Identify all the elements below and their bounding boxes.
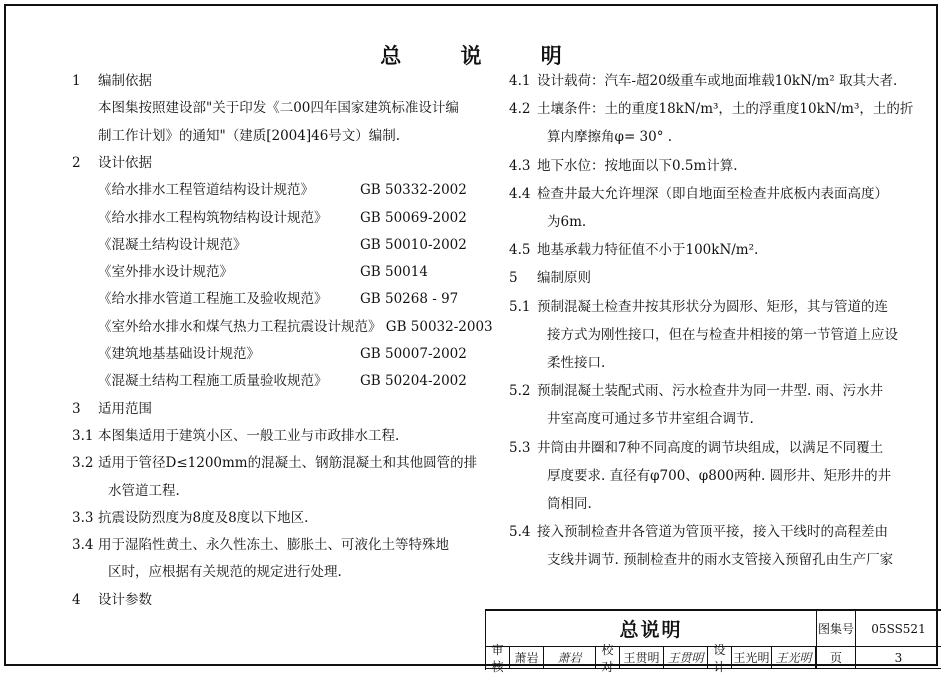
standard-code: GB 50069-2002 (360, 209, 467, 226)
text-line (72, 342, 472, 366)
line-text: 厚度要求. 直径有φ700、φ800两种. 圆形井、矩形井的井 (547, 467, 892, 484)
text-line (509, 238, 934, 262)
text-line (72, 151, 472, 175)
line-text: 《建筑地基基础设计规范》 (98, 346, 260, 362)
section-number: 5.1 (509, 298, 531, 315)
text-line (509, 97, 934, 121)
line-text: 《给水排水工程构筑物结构设计规范》 (98, 209, 328, 226)
line-text: 《室外排水设计规范》 (98, 264, 233, 281)
line-text: 支线井调节. 预制检查井的雨水支管接入预留孔由生产厂家 (547, 552, 894, 569)
text-line (509, 182, 934, 206)
text-line (509, 379, 934, 403)
line-text: 编制原则 (537, 270, 591, 287)
text-line (72, 178, 472, 202)
line-text: 适用范围 (98, 400, 152, 417)
page-number: 3 (856, 647, 941, 669)
text-line (72, 506, 472, 530)
check-label: 校对 (596, 647, 620, 669)
section-number: 3 (72, 400, 81, 417)
text-line (72, 424, 472, 448)
line-text: 《给水排水工程管道结构设计规范》 (98, 182, 314, 199)
line-text: 土壤条件：土的重度18kN/m³，土的浮重度10kN/m³，土的折 (537, 101, 914, 118)
section-number: 1 (72, 73, 81, 89)
section-number: 4 (72, 591, 81, 608)
section-number: 4.2 (509, 101, 531, 118)
section-number: 3.1 (72, 427, 94, 444)
line-text: 接方式为刚性接口，但在与检查井相接的第一节管道上应设 (547, 326, 898, 343)
review-signature: 萧岩 (544, 647, 596, 669)
section-number: 5.4 (509, 524, 531, 541)
page-title: 总 说 明 (380, 43, 588, 68)
section-number: 5.2 (509, 383, 531, 400)
line-text: 算内摩擦角φ= 30° . (547, 129, 673, 146)
line-text: 区时，应根据有关规范的规定进行处理. (108, 564, 342, 581)
line-text: 《混凝土结构工程施工质量验收规范》 (98, 373, 328, 390)
text-line (72, 124, 472, 148)
line-text: 接入预制检查井各管道为管顶平接，接入干线时的高程差由 (537, 524, 888, 541)
line-text: 本图集按照建设部"关于印发《二00四年国家建筑标准设计编 (98, 100, 459, 117)
section-number: 4.3 (509, 157, 531, 174)
line-text: 《混凝土结构设计规范》 (98, 236, 247, 253)
line-text: 柔性接口. (547, 355, 606, 371)
text-line (72, 96, 472, 120)
text-line (72, 533, 472, 557)
right-column (509, 69, 934, 589)
atlas-number-label: 图集号 (816, 611, 856, 647)
design-label: 设计 (708, 647, 732, 669)
text-line (509, 351, 934, 375)
line-text: 制工作计划》的通知"（建质[2004]46号文）编制. (98, 127, 401, 144)
text-line (509, 436, 934, 460)
standard-code: GB 50268 - 97 (360, 291, 459, 308)
text-line (72, 397, 472, 421)
line-text: 本图集适用于建筑小区、一般工业与市政排水工程. (98, 427, 400, 444)
text-line (509, 323, 934, 347)
left-column (72, 69, 493, 609)
line-text: 井室高度可通过多节井室组合调节. (547, 411, 754, 428)
line-text: 井筒由井圈和7种不同高度的调节块组成，以满足不同覆土 (537, 439, 884, 456)
text-line (72, 69, 472, 93)
title-block-name: 总说明 (486, 611, 816, 647)
text-line (72, 315, 493, 339)
section-number: 3.4 (72, 537, 94, 554)
text-line (509, 492, 934, 516)
line-text: 预制混凝土检查井按其形状分为圆形、矩形，其与管道的连 (537, 298, 888, 315)
title-block (485, 609, 941, 674)
text-line (72, 260, 472, 284)
section-number: 3.2 (72, 455, 94, 472)
section-number: 4.5 (509, 242, 531, 259)
text-line (72, 206, 472, 230)
line-text: 设计载荷：汽车-超20级重车或地面堆载10kN/m² 取其大者. (537, 73, 898, 89)
line-text: 《给水排水管道工程施工及验收规范》 (98, 291, 328, 308)
text-line (72, 588, 472, 612)
text-line (509, 154, 934, 178)
section-number: 4.1 (509, 73, 531, 89)
section-number: 3.3 (72, 509, 94, 526)
line-text: 用于湿陷性黄土、永久性冻土、膨胀土、可液化土等特殊地 (98, 537, 449, 554)
standard-code: GB 50332-2002 (360, 182, 467, 199)
review-name: 萧岩 (510, 647, 544, 669)
line-text: 筒相同. (547, 496, 592, 512)
standard-code: GB 50007-2002 (360, 346, 467, 362)
design-name: 王光明 (732, 647, 772, 669)
page-label: 页 (816, 647, 856, 669)
line-text: 抗震设防烈度为8度及8度以下地区. (98, 509, 309, 526)
text-line (72, 369, 472, 393)
text-line (509, 295, 934, 319)
drawing-sheet (4, 4, 938, 674)
line-text: 设计参数 (98, 591, 152, 608)
line-text: 适用于管径D≤1200mm的混凝土、钢筋混凝土和其他圆管的排 (98, 455, 478, 472)
line-text: 编制依据 (98, 73, 152, 89)
design-signature: 王光明 (772, 647, 816, 669)
text-line (72, 479, 472, 503)
line-text: 水管道工程. (108, 482, 180, 499)
line-text: 检查井最大允许埋深（即自地面至检查井底板内表面高度） (537, 185, 888, 202)
text-line (509, 266, 934, 290)
line-text: 地基承载力特征值不小于100kN/m². (537, 242, 759, 259)
line-text: 地下水位：按地面以下0.5m计算. (537, 157, 738, 174)
text-line (72, 560, 472, 584)
text-line (72, 451, 478, 475)
check-name: 王贯明 (620, 647, 664, 669)
section-number: 5.3 (509, 439, 531, 456)
text-line (509, 464, 934, 488)
text-line (509, 69, 934, 93)
text-line (72, 233, 472, 257)
standard-code: GB 50014 (360, 264, 428, 281)
line-text: 设计依据 (98, 154, 152, 171)
text-line (509, 548, 934, 572)
line-text: 为6m. (547, 214, 587, 230)
text-line (72, 287, 472, 311)
atlas-number: 05SS521 (856, 611, 941, 647)
line-text: 《室外给水排水和煤气热力工程抗震设计规范》 GB 50032-2003 (98, 318, 493, 335)
line-text: 预制混凝土装配式雨、污水检查井为同一井型. 雨、污水井 (537, 383, 884, 400)
check-signature: 王贯明 (664, 647, 708, 669)
section-number: 5 (509, 270, 518, 287)
section-number: 4.4 (509, 185, 531, 202)
review-label: 审核 (486, 647, 510, 669)
standard-code: GB 50204-2002 (360, 373, 467, 390)
standard-code: GB 50010-2002 (360, 236, 467, 253)
text-line (509, 520, 934, 544)
section-number: 2 (72, 154, 81, 171)
text-line (509, 407, 934, 431)
text-line (509, 210, 934, 234)
text-line (509, 125, 934, 149)
